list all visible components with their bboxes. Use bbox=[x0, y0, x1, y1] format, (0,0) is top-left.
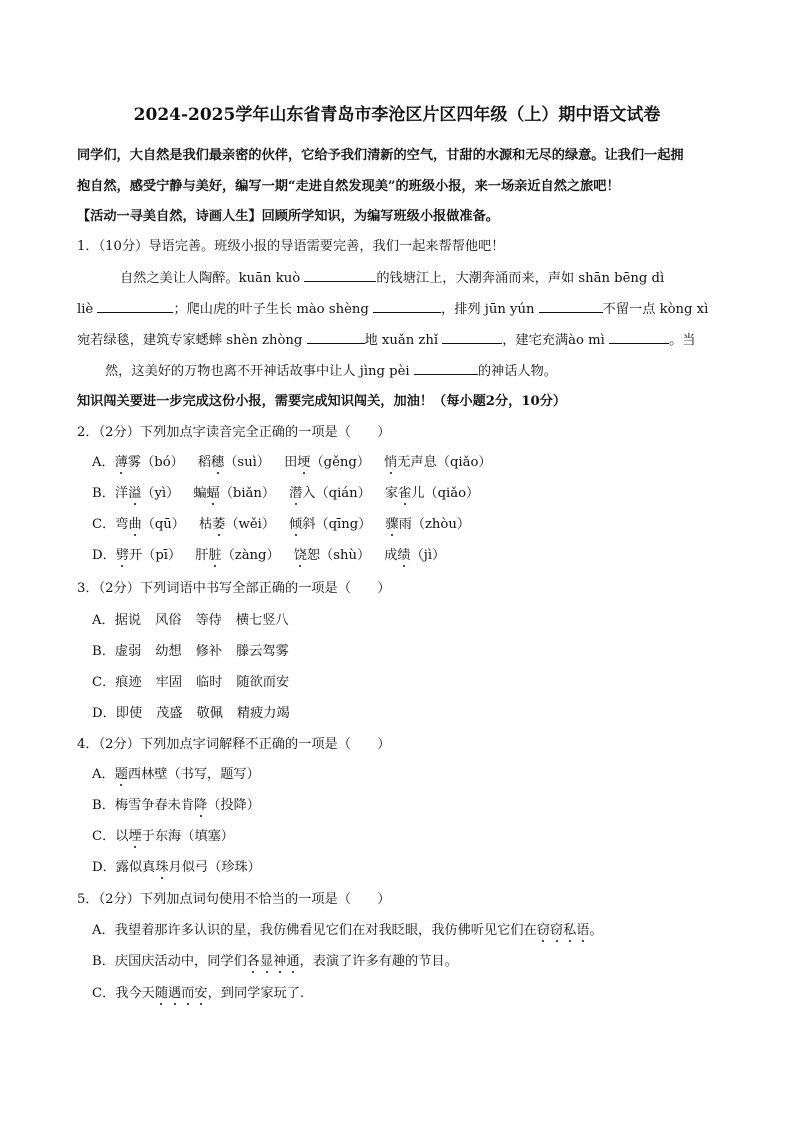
q5-text: 庆国庆活动中，同学们 bbox=[114, 954, 247, 969]
q1-text: 的钱塘江上，大潮奔涌而来，声如 shān bēng dì bbox=[376, 271, 665, 286]
q2-header: 2．（2分）下列加点字读音完全正确的一项是（ ） bbox=[77, 425, 391, 440]
intro-line-2: 抱自然，感受宁静与美好，编写一期“走进自然发现美”的班级小报，来一场亲近自然之旅吧！ bbox=[77, 179, 620, 194]
blank-mao-sheng[interactable] bbox=[373, 300, 441, 313]
q4-option-c[interactable] bbox=[92, 828, 234, 846]
q5-text: ，表演了许多有趣的节目。 bbox=[299, 954, 458, 969]
q2-item: 潜入（qián） bbox=[289, 486, 371, 501]
q3-word: 据说 bbox=[114, 613, 142, 628]
dotted-char: 显 bbox=[259, 954, 274, 969]
q3-option-b[interactable] bbox=[92, 643, 289, 661]
q3-word: 随欲而安 bbox=[236, 675, 290, 690]
q3-option-d[interactable] bbox=[92, 705, 290, 723]
dotted-char: 珠 bbox=[155, 860, 169, 875]
q4-option-b[interactable] bbox=[92, 797, 260, 815]
q1-text: ，建宅充满ào mì bbox=[502, 333, 610, 348]
dotted-char: 通 bbox=[286, 954, 300, 969]
q5-text: 我望着那许多认识的星，我仿佛看见它们在对我眨眼，我仿佛听见它们在 bbox=[114, 923, 537, 938]
q1-header: 1．（10分）导语完善。班级小报的导语需要完善，我们一起来帮帮他吧！ bbox=[77, 239, 505, 254]
blank-xuan-zhi[interactable] bbox=[442, 331, 502, 344]
blank-jing-pei[interactable] bbox=[414, 362, 478, 375]
q2-item: 悄无声息（qiǎo） bbox=[384, 455, 492, 470]
dotted-char: 题 bbox=[114, 767, 128, 782]
q3-word: 精疲力竭 bbox=[236, 706, 290, 721]
q2-item: 弯曲（qū） bbox=[115, 517, 185, 532]
blank-ao-mi[interactable] bbox=[609, 331, 669, 344]
q3-word: 临时 bbox=[196, 675, 223, 690]
q3-word: 即使 bbox=[115, 706, 143, 721]
q3-option-a[interactable] bbox=[92, 612, 289, 630]
q1-passage-line-3 bbox=[77, 331, 695, 350]
page-title: 2024-2025学年山东省青岛市李沧区片区四年级（上）期中语文试卷 bbox=[133, 105, 661, 125]
intro-line-1: 同学们，大自然是我们最亲密的伙伴，它给予我们清新的空气，甘甜的水源和无尽的绿意。让我们一起拥 bbox=[77, 148, 684, 163]
q1-passage-line-2 bbox=[77, 300, 708, 319]
q2-option-b[interactable] bbox=[92, 485, 479, 503]
q4-header: 4．（2分）下列加点字词解释不正确的一项是（ ） bbox=[77, 737, 391, 752]
q4-text: （投降） bbox=[207, 798, 260, 813]
q2-item: 洋溢（yì） bbox=[114, 486, 180, 501]
q1-text: 。当 bbox=[669, 333, 696, 348]
option-label: C． bbox=[92, 986, 116, 1001]
q2-item: 肝脏（zàng） bbox=[195, 548, 280, 563]
dotted-char: 语 bbox=[576, 923, 590, 938]
option-label: A． bbox=[92, 923, 115, 938]
q5-text: 。 bbox=[589, 923, 603, 938]
activity-1-heading: 【活动一寻美自然，诗画人生】回顾所学知识，为编写班级小报做准备。 bbox=[77, 209, 499, 224]
q3-header: 3．（2分）下列词语中书写全部正确的一项是（ ） bbox=[77, 581, 391, 596]
blank-shen-zhong[interactable] bbox=[307, 331, 365, 344]
q5-text: 我今天 bbox=[115, 986, 155, 1001]
q4-text: 以 bbox=[115, 829, 129, 844]
option-label: B． bbox=[92, 644, 115, 659]
option-label: B． bbox=[92, 798, 115, 813]
dotted-word bbox=[537, 923, 590, 938]
q2-item: 薄雾（bó） bbox=[114, 455, 184, 470]
q2-item: 稻穗（suì） bbox=[197, 455, 271, 470]
q3-word: 敬佩 bbox=[196, 706, 223, 721]
q5-header: 5．（2分）下列加点词句使用不恰当的一项是（ ） bbox=[77, 892, 391, 907]
blank-kuan-kuo[interactable] bbox=[304, 269, 376, 282]
q3-word: 牢固 bbox=[155, 675, 183, 690]
q1-text: 的神话人物。 bbox=[477, 364, 557, 379]
q1-text: 不留一点 kòng xì bbox=[602, 302, 709, 317]
q2-item: 饶恕（shù） bbox=[293, 548, 371, 563]
dotted-char: 窃 bbox=[549, 923, 564, 938]
blank-jun-yun[interactable] bbox=[539, 300, 603, 313]
dotted-char: 堙 bbox=[128, 829, 142, 844]
q3-word: 风俗 bbox=[155, 613, 182, 628]
q3-option-c[interactable] bbox=[92, 674, 289, 692]
option-label: C． bbox=[92, 517, 116, 532]
dotted-word bbox=[155, 986, 208, 1001]
q4-text: 月似弓（珍珠） bbox=[168, 860, 261, 875]
q2-item: 成绩（jì） bbox=[384, 548, 446, 563]
dotted-char: 神 bbox=[273, 954, 287, 969]
q1-text: ；爬山虎的叶子生长 mào shèng bbox=[173, 302, 374, 317]
q4-option-a[interactable] bbox=[92, 766, 260, 784]
q2-option-c[interactable] bbox=[92, 516, 470, 534]
q1-passage-line-4 bbox=[105, 362, 557, 381]
q5-text: ，到同学家玩了. bbox=[207, 986, 305, 1001]
dotted-char: 窃 bbox=[536, 923, 550, 938]
q2-item: 家雀儿（qiǎo） bbox=[384, 486, 480, 501]
q2-option-d[interactable] bbox=[92, 547, 445, 565]
q3-word: 滕云驾雾 bbox=[236, 644, 289, 659]
q3-word: 虚弱 bbox=[114, 644, 142, 659]
dotted-char: 降 bbox=[194, 798, 208, 813]
q2-item: 劈开（pī） bbox=[115, 548, 182, 563]
q1-text: 地 xuǎn zhǐ bbox=[364, 333, 443, 348]
option-label: A． bbox=[92, 455, 115, 470]
q1-text: ，排列 jūn yún bbox=[441, 302, 539, 317]
option-label: C． bbox=[92, 829, 116, 844]
q5-option-a[interactable] bbox=[92, 922, 603, 940]
dotted-char: 而 bbox=[181, 986, 195, 1001]
q4-text: 梅雪争春未肯 bbox=[114, 798, 195, 813]
q4-text: 于东海（填塞） bbox=[141, 829, 234, 844]
option-label: D． bbox=[92, 860, 116, 875]
q2-item: 蝙蝠（biǎn） bbox=[193, 486, 276, 501]
option-label: A． bbox=[92, 613, 115, 628]
q2-item: 枯萎（wěi） bbox=[198, 517, 276, 532]
q1-passage-line-1 bbox=[120, 269, 664, 288]
dotted-char: 随 bbox=[154, 986, 169, 1001]
q4-text: 露似真 bbox=[115, 860, 156, 875]
dotted-char: 私 bbox=[563, 923, 577, 938]
q2-item: 倾斜（qīng） bbox=[289, 517, 372, 532]
q1-text: 自然之美让人陶醉。kuān kuò bbox=[120, 271, 305, 286]
dotted-char: 遇 bbox=[168, 986, 182, 1001]
q3-word: 幼想 bbox=[155, 644, 182, 659]
q1-text: 宛若绿毯，建筑专家蟋蟀 shèn zhòng bbox=[77, 333, 307, 348]
q2-option-a[interactable] bbox=[92, 454, 492, 472]
option-label: B． bbox=[92, 954, 115, 969]
q1-text: 然，这美好的万物也离不开神话故事中让人 jìng pèi bbox=[105, 364, 414, 379]
q3-word: 等侍 bbox=[195, 613, 222, 628]
q3-word: 茂盛 bbox=[156, 706, 183, 721]
dotted-word bbox=[247, 954, 300, 969]
q5-option-b[interactable] bbox=[92, 953, 458, 971]
option-label: D． bbox=[92, 706, 116, 721]
option-label: C． bbox=[92, 675, 116, 690]
q2-item: 骤雨（zhòu） bbox=[385, 517, 471, 532]
q3-word: 痕迹 bbox=[115, 675, 142, 690]
q2-item: 田埂（gěng） bbox=[284, 455, 371, 470]
q3-word: 修补 bbox=[195, 644, 223, 659]
dotted-char: 安 bbox=[194, 986, 208, 1001]
blank-shan-beng-di-lie[interactable] bbox=[97, 300, 173, 313]
q4-option-d[interactable] bbox=[92, 859, 261, 877]
option-label: D． bbox=[92, 548, 116, 563]
section-2-heading: 知识闯关要进一步完成这份小报，需要完成知识闯关，加油！（每小题2分，10分） bbox=[77, 394, 567, 409]
option-label: A． bbox=[92, 767, 115, 782]
q1-text: liè bbox=[77, 302, 98, 317]
q3-word: 横七竖八 bbox=[235, 613, 289, 628]
q5-option-c[interactable] bbox=[92, 985, 304, 1003]
dotted-char: 各 bbox=[246, 954, 260, 969]
q4-text: 西林壁（书写，题写） bbox=[127, 767, 260, 782]
option-label: B． bbox=[92, 486, 115, 501]
